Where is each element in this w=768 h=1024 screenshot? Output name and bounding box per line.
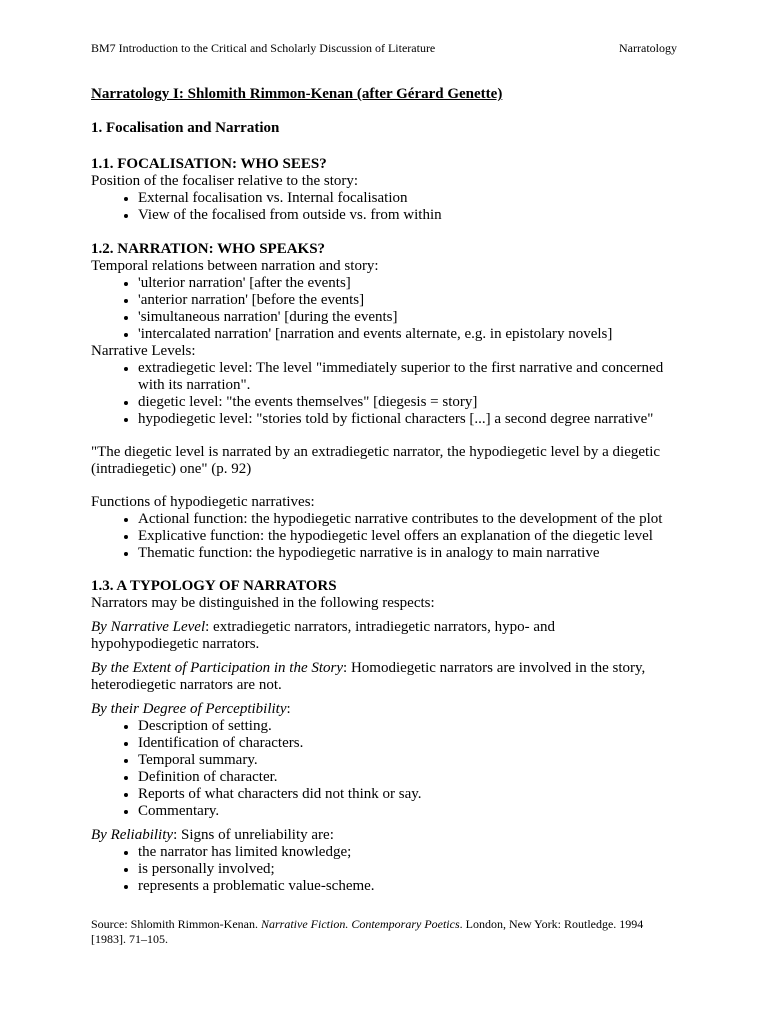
- list-item: • 'anterior narration' [before the events]: [138, 292, 691, 309]
- by-extent-label: By the Extent of Participation in the Story: [91, 660, 344, 676]
- genette-quote: "The diegetic level is narrated by an extradiegetic narrator, the hypodiegetic level by a diegetic (intradiegetic) one" (p. 92): [91, 444, 661, 477]
- header-topic: Narratology: [619, 41, 677, 55]
- perceptibility-list: [91, 718, 691, 820]
- list-item: • Identification of characters.: [138, 735, 691, 752]
- by-perceptibility: [91, 701, 691, 718]
- by-reliability-label: By Reliability: [91, 827, 174, 843]
- reliability-list: [91, 844, 691, 895]
- section-heading-1: 1. Focalisation and Narration: [91, 120, 280, 136]
- running-header: [91, 41, 677, 56]
- by-extent-text: : Homodiegetic narrators are involved in the story, heterodiegetic narrators are not.: [91, 660, 646, 693]
- by-perceptibility-label: By their Degree of Perceptibility: [91, 701, 287, 717]
- list-item: • Description of setting.: [138, 718, 691, 735]
- section-heading-1-3: 1.3. A TYPOLOGY OF NARRATORS: [91, 578, 337, 594]
- source-suffix: . London, New York: Routledge. 1994 [1983]. 71–105.: [91, 917, 644, 946]
- source-citation: [91, 917, 681, 947]
- list-item: • is personally involved;: [138, 861, 691, 878]
- section-heading-1-1: 1.1. FOCALISATION: WHO SEES?: [91, 156, 327, 172]
- by-narrative-level-text: : extradiegetic narrators, intradiegetic narrators, hypo- and hypohypodiegetic narrators.: [91, 619, 555, 652]
- list-item: • Reports of what characters did not think or say.: [138, 786, 691, 803]
- narrative-levels-list: [91, 360, 688, 428]
- list-item: • Actional function: the hypodiegetic narrative contributes to the development of the plot: [138, 511, 691, 528]
- typology-intro: Narrators may be distinguished in the following respects:: [91, 595, 435, 611]
- list-item: • 'intercalated narration' [narration and events alternate, e.g. in epistolary novels]: [138, 326, 691, 343]
- list-item: • Thematic function: the hypodiegetic narrative is in analogy to main narrative: [138, 545, 691, 562]
- list-item: • External focalisation vs. Internal focalisation: [138, 190, 691, 207]
- list-item: • the narrator has limited knowledge;: [138, 844, 691, 861]
- list-item: • 'ulterior narration' [after the events]: [138, 275, 691, 292]
- temporal-relations-list: [91, 275, 691, 343]
- list-item: • diegetic level: "the events themselves" [diegesis = story]: [138, 394, 688, 411]
- source-prefix: Source: Shlomith Rimmon-Kenan.: [91, 917, 261, 931]
- narrative-levels-intro: Narrative Levels:: [91, 343, 196, 359]
- list-item: • hypodiegetic level: "stories told by fictional characters [...] a second degree narrative": [138, 411, 688, 428]
- by-narrative-level: [91, 619, 621, 653]
- document-title: Narratology I: Shlomith Rimmon-Kenan (after Gérard Genette): [91, 86, 503, 102]
- focalisation-intro: Position of the focaliser relative to the story:: [91, 173, 359, 189]
- list-item: • Temporal summary.: [138, 752, 691, 769]
- functions-list: [91, 511, 691, 562]
- section-heading-1-2: 1.2. NARRATION: WHO SPEAKS?: [91, 241, 326, 257]
- focalisation-list: [91, 190, 691, 224]
- source-book-title: Narrative Fiction. Contemporary Poetics: [261, 917, 460, 931]
- by-extent-of-participation: [91, 660, 687, 694]
- list-item: • Commentary.: [138, 803, 691, 820]
- list-item: • represents a problematic value-scheme.: [138, 878, 691, 895]
- by-narrative-level-label: By Narrative Level: [91, 619, 206, 635]
- list-item: • View of the focalised from outside vs. from within: [138, 207, 691, 224]
- by-reliability: [91, 827, 691, 844]
- list-item: • Definition of character.: [138, 769, 691, 786]
- list-item: • 'simultaneous narration' [during the events]: [138, 309, 691, 326]
- by-reliability-text: : Signs of unreliability are:: [173, 827, 334, 843]
- header-course-title: BM7 Introduction to the Critical and Scholarly Discussion of Literature: [91, 41, 436, 55]
- narration-intro: Temporal relations between narration and story:: [91, 258, 379, 274]
- document-body: [91, 120, 691, 895]
- list-item: • Explicative function: the hypodiegetic level offers an explanation of the diegetic level: [138, 528, 691, 545]
- list-item: • extradiegetic level: The level "immediately superior to the first narrative and concerned with its narration".: [138, 360, 688, 394]
- by-perceptibility-colon: :: [286, 701, 291, 717]
- functions-intro: Functions of hypodiegetic narratives:: [91, 494, 315, 510]
